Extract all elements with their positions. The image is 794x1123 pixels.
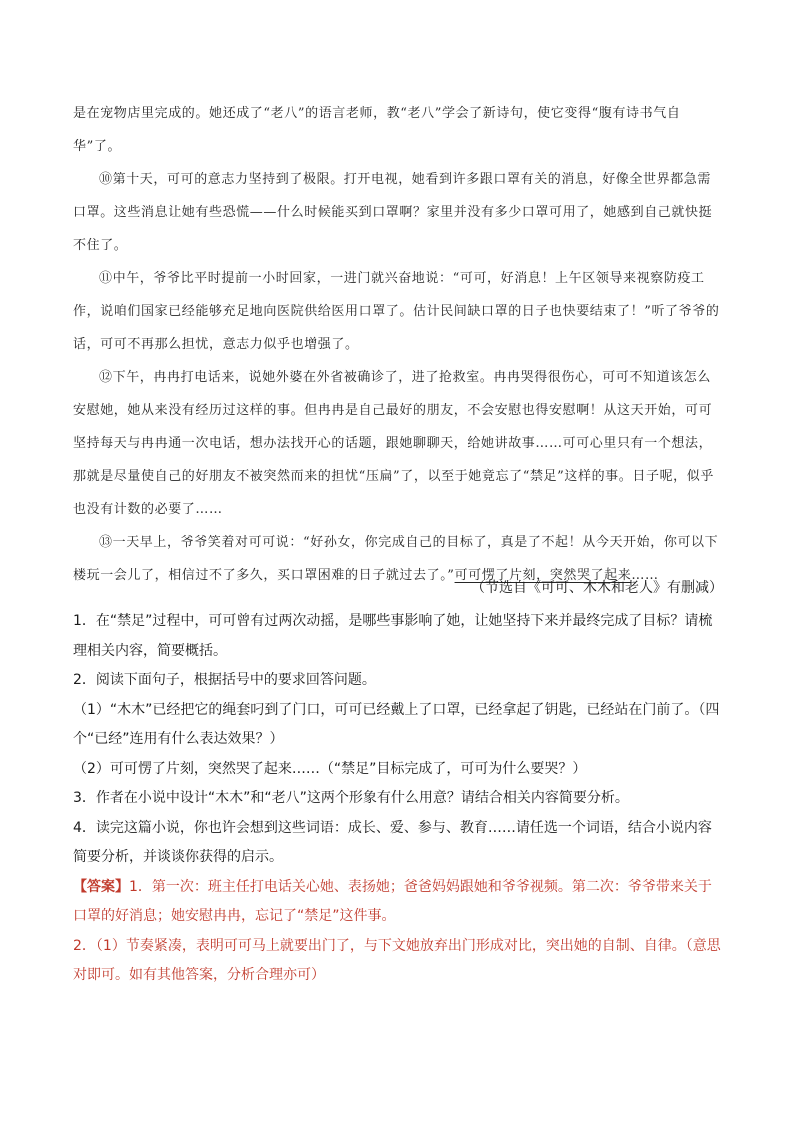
question-2-part-2: （2）可可愣了片刻，突然哭了起来……（“禁足”目标完成了，可可为什么要哭？） <box>73 760 587 777</box>
story-paragraph-12: ⑫下午，冉冉打电话来，说她外婆在外省被确诊了，进了抢救室。冉冉哭得很伤心，可可不知道该怎么安慰她，她从来没有经历过这样的事。但冉冉是自己最好的朋友，不会安慰也得安慰啊！从这天开始，可可坚持每天与冉冉通一次电话，想办法找开心的话题，跟她聊聊天，给她讲故事……可可心里只有一个想法，那就是尽量使自己的好朋友不被突然而来的担忧“压扁”了，以至于她竟忘了“禁足”这样的事。日子呢，似乎也没有计数的必要了…… <box>73 370 714 517</box>
story-paragraph-11: ⑪中午，爷爷比平时提前一小时回家，一进门就兴奋地说：“可可，好消息！上午区领导来视察防疫工作，说咱们国家已经能够充足地向医院供给医用口罩了。估计民间缺口罩的日子也快要结束了！”听了爷爷的话，可可不再那么担忧，意志力似乎也增强了。 <box>73 271 720 352</box>
questions-section <box>73 607 725 991</box>
story-paragraph-13-text: ⑬一天早上，爷爷笑着对可可说：“好孙女，你完成自己的目标了，真是了不起！从今天开始，你可以下楼玩一会儿了，相信过不了多久，买口罩困难的日子就过去了。” <box>73 535 719 583</box>
question-2-part-1: （1）“木木”已经把它的绳套叼到了门口，可可已经戴上了口罩，已经拿起了钥匙，已经站在门前了。（四个“已经”连用有什么表达效果？） <box>73 701 720 747</box>
question-2: 2．阅读下面句子，根据括号中的要求回答问题。 <box>73 672 376 688</box>
story-excerpt <box>73 97 723 592</box>
underlined-sentence: 可可愣了片刻，突然哭了起来 <box>454 568 632 583</box>
question-4: 4．读完这篇小说，你也许会想到这些词语：成长、爱、参与、教育……请任选一个词语，结合小说内容简要分析，并谈谈你获得的启示。 <box>73 819 712 865</box>
answer-tag: 【答案】 <box>73 878 129 895</box>
story-ellipsis: …… <box>631 568 659 583</box>
answer-2: 2．（1）节奏紧凑，表明可可马上就要出门了，与下文她放弃出门形成对比，突出她的自制、自律。（意思对即可。如有其他答案，分析合理亦可） <box>73 937 721 983</box>
answer-1 <box>73 873 725 932</box>
story-paragraph-continued: 是在宠物店里完成的。她还成了“老八”的语言老师，教“老八”学会了新诗句，使它变得“腹有诗书气自华”了。 <box>73 106 681 154</box>
story-paragraph-10: ⑩第十天，可可的意志力坚持到了极限。打开电视，她看到许多跟口罩有关的消息，好像全世界都急需口罩。这些消息让她有些恐慌——什么时候能买到口罩啊？家里并没有多少口罩可用了，她感到自己就快挺不住了。 <box>73 172 713 253</box>
source-citation: （节选自《可可、木木和老人》有删减） <box>471 580 723 596</box>
question-3: 3．作者在小说中设计“木木”和“老八”这两个形象有什么用意？请结合相关内容简要分析。 <box>73 790 629 806</box>
answer-1-text: 1．第一次：班主任打电话关心她、表扬她；爸爸妈妈跟她和爷爷视频。第二次：爷爷带来关于口罩的好消息；她安慰冉冉，忘记了“禁足”这件事。 <box>73 878 712 924</box>
question-1: 1．在“禁足”过程中，可可曾有过两次动摇，是哪些事影响了她，让她坚持下来并最终完成了目标？请梳理相关内容，简要概括。 <box>73 613 713 659</box>
